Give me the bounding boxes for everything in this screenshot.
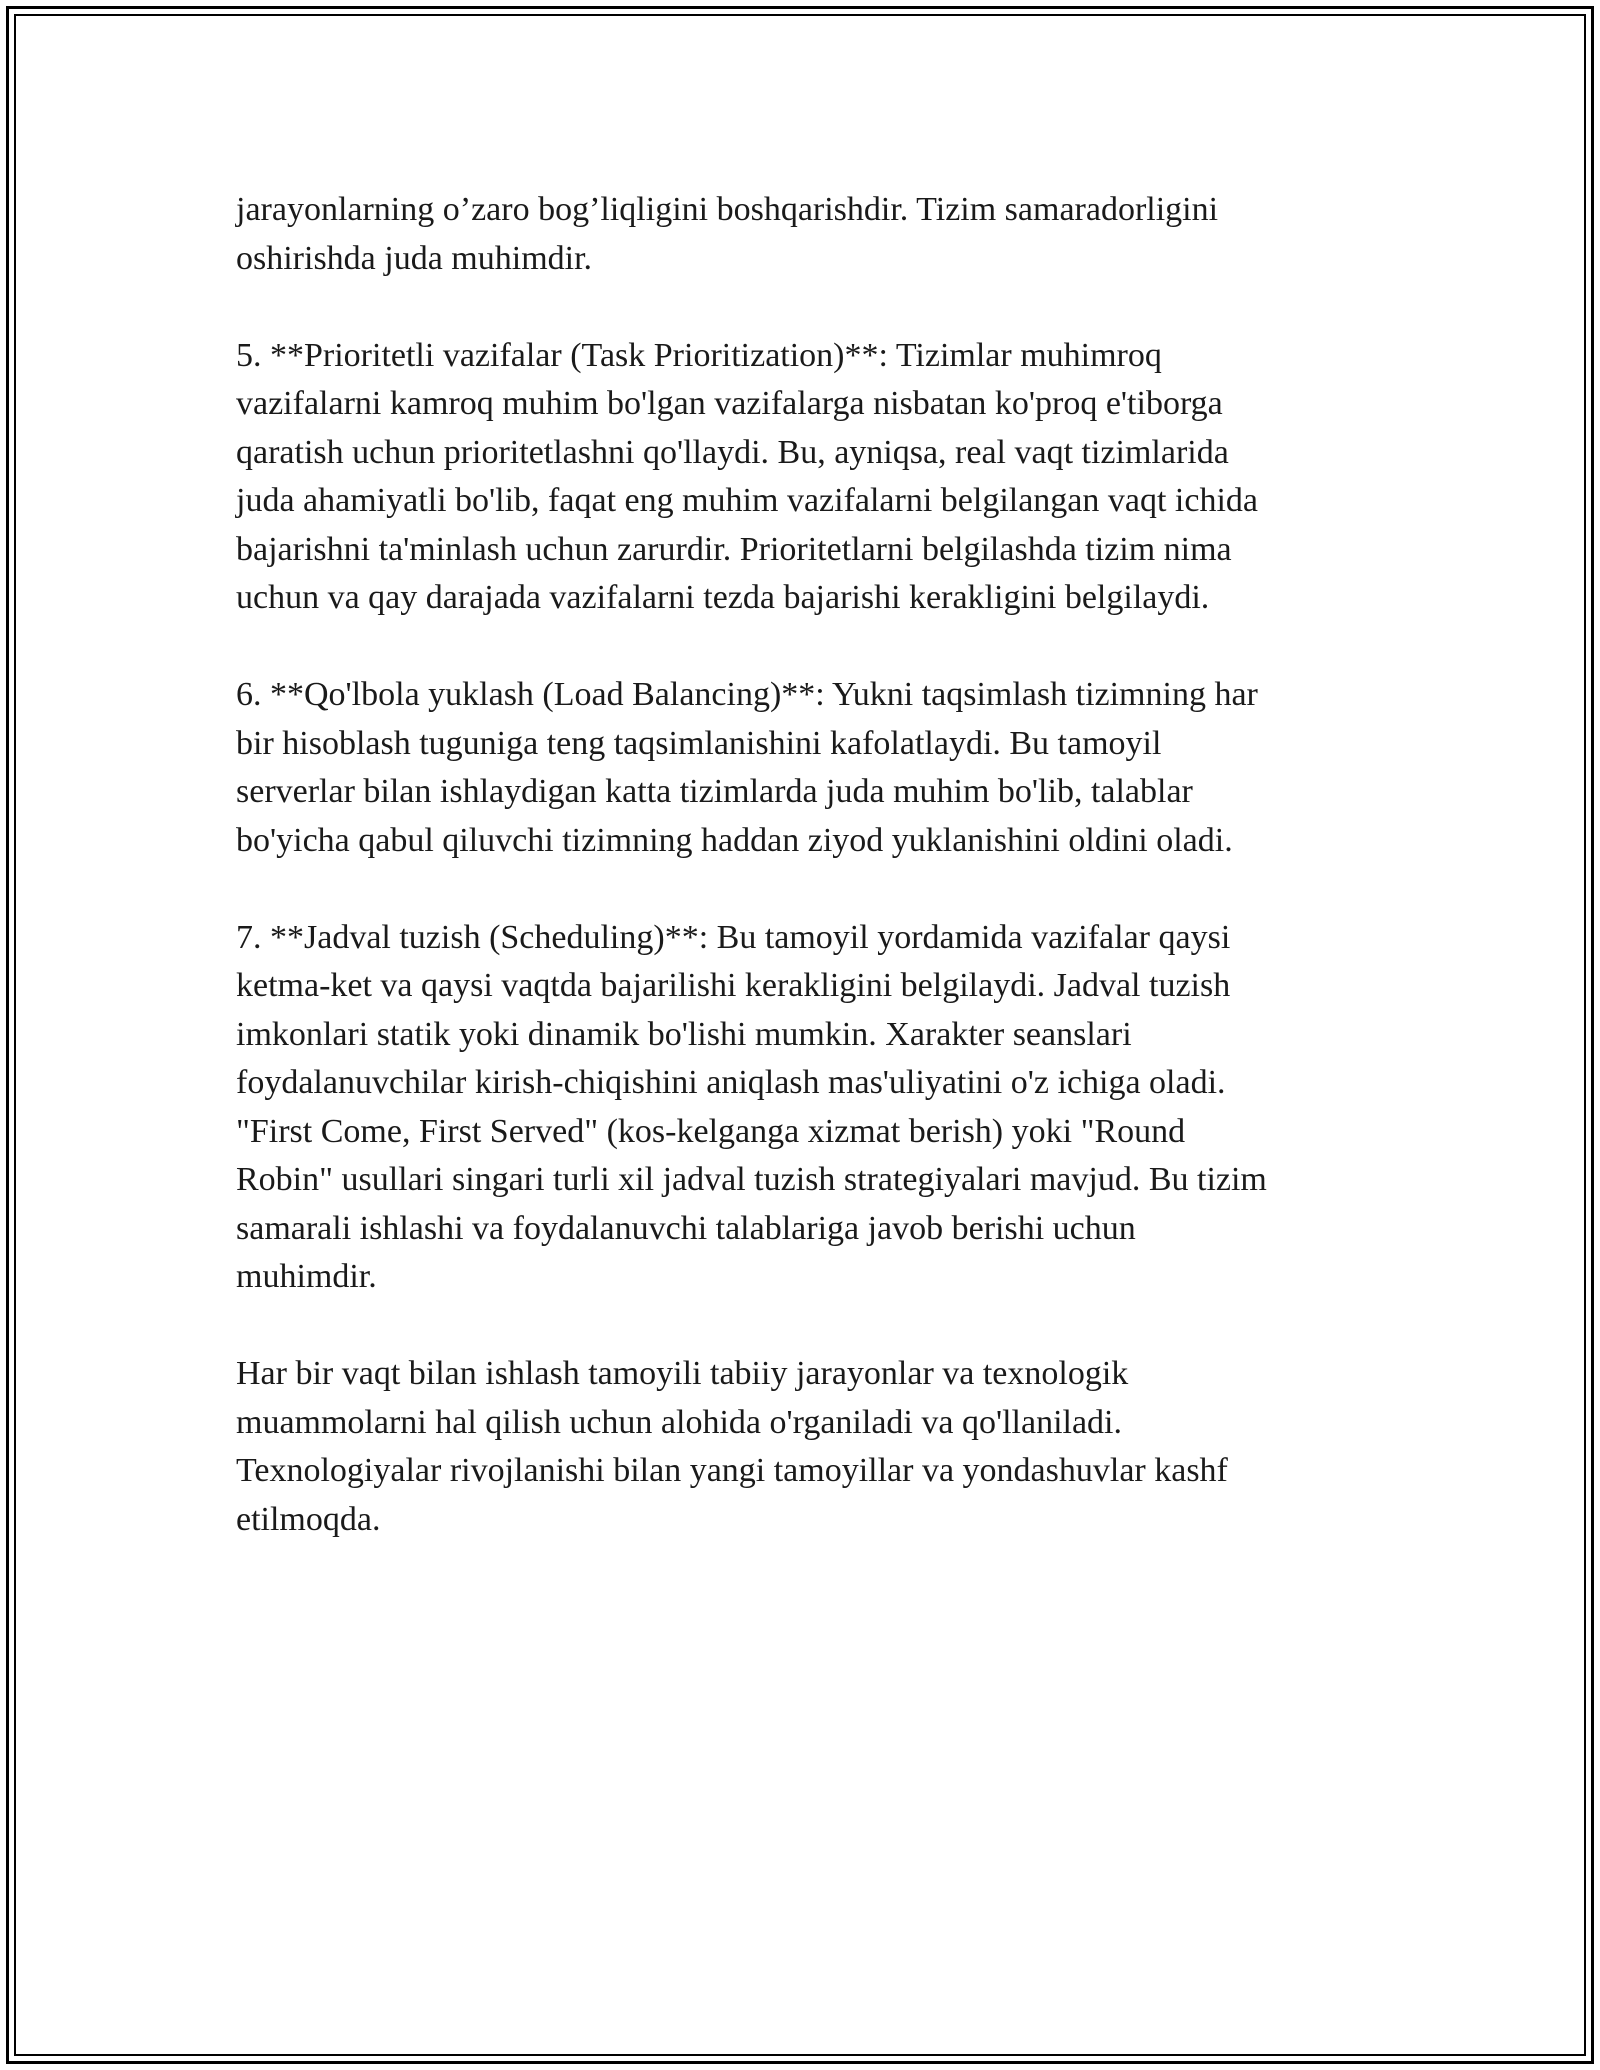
paragraph-conclusion: Har bir vaqt bilan ishlash tamoyili tabiiy jarayonlar va texnologik muammolarni hal qilish uchun alohida o'rganiladi va qo'llaniladi. Texnologiyalar rivojlanishi bilan yangi tamoyillar va yondashuvlar kashf etilmoqda. [236,1355,1228,1538]
document-body [236,186,1366,1593]
paragraph-scheduling: 7. **Jadval tuzish (Scheduling)**: Bu tamoyil yordamida vazifalar qaysi ketma-ket va qaysi vaqtda bajarilishi kerakligini belgilaydi. Jadval tuzish imkonlari statik yoki dinamik bo'lishi mumkin. Xarakter seanslari foydalanuvchilar kirish-chiqishini aniqlash mas'uliyatini o'z ichiga oladi. "First Come, First Served" (kos-kelganga xizmat berish) yoki "Round Robin" usullari singari turli xil jadval tuzish strategiyalari mavjud. Bu tizim samarali ishlashi va foydalanuvchi talablariga javob berishi uchun muhimdir. [236,918,1267,1295]
paragraph-load-balancing: 6. **Qo'lbola yuklash (Load Balancing)**: Yukni taqsimlash tizimning har bir hisoblash tuguniga teng taqsimlanishini kafolatlaydi. Bu tamoyil serverlar bilan ishlaydigan katta tizimlarda juda muhim bo'lib, talablar bo'yicha qabul qiluvchi tizimning haddan ziyod yuklanishini oldini oladi. [236,676,1258,859]
paragraph-task-prioritization: 5. **Prioritetli vazifalar (Task Prioritization)**: Tizimlar muhimroq vazifalarni kamroq muhim bo'lgan vazifalarga nisbatan ko'proq e'tiborga qaratish uchun prioritetlashni qo'llaydi. Bu, ayniqsa, real vaqt tizimlarida juda ahamiyatli bo'lib, faqat eng muhim vazifalarni belgilangan vaqt ichida bajarishni ta'minlash uchun zarurdir. Prioritetlarni belgilashda tizim nima uchun va qay darajada vazifalarni tezda bajarishi kerakligini belgilaydi. [236,336,1259,616]
paragraph-intro-continuation: jarayonlarning o’zaro bog’liqligini boshqarishdir. Tizim samaradorligini oshirishda juda muhimdir. [236,191,1219,277]
